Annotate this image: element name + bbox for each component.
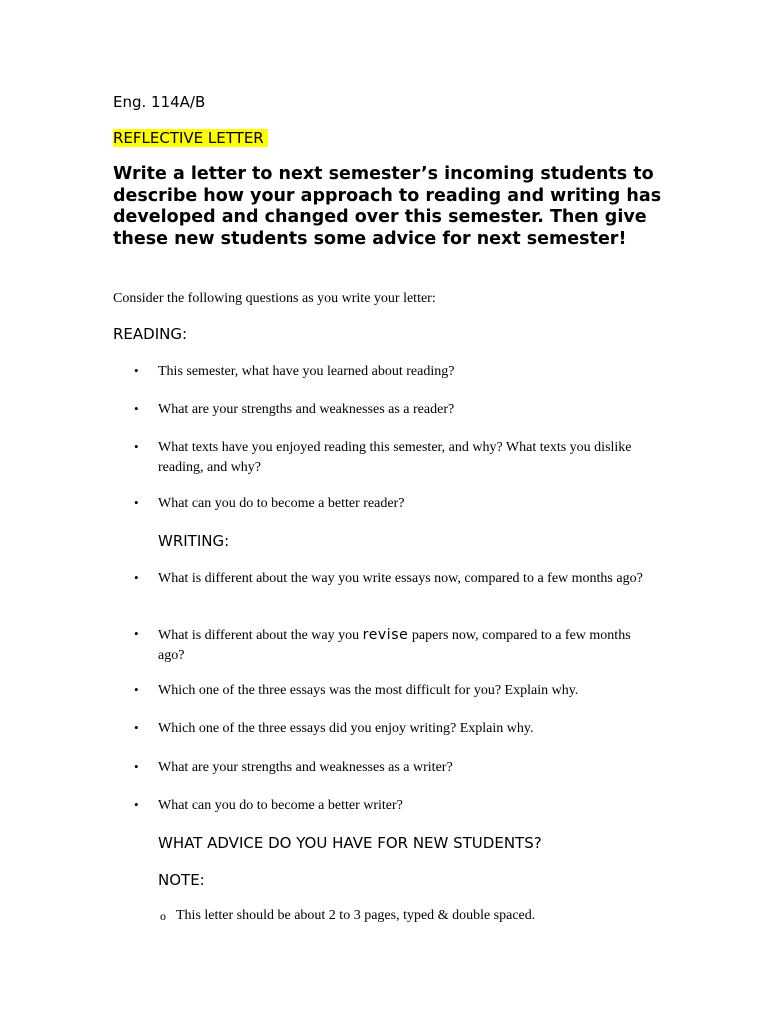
bullet-icon: • xyxy=(134,759,139,774)
reading-question: What can you do to become a better reader? xyxy=(158,496,405,511)
reading-question: This semester, what have you learned about reading? xyxy=(158,364,455,379)
bullet-icon: • xyxy=(134,797,139,812)
bullet-icon: • xyxy=(134,720,139,735)
reading-question: What texts have you enjoyed reading this semester, and why? What texts you dislike reading, and why? xyxy=(158,440,632,475)
writing-question: What is different about the way you write essays now, compared to a few months ago? xyxy=(158,571,643,586)
advice-heading: WHAT ADVICE DO YOU HAVE FOR NEW STUDENTS? xyxy=(158,834,542,852)
bullet-icon: • xyxy=(134,570,139,585)
assignment-prompt: Write a letter to next semester’s incoming students to describe how your approach to reading and writing has developed and changed over this semester. Then give these new students some advice for next semester! xyxy=(113,164,662,249)
bullet-icon: • xyxy=(134,495,139,510)
course-code: Eng. 114A/B xyxy=(113,93,206,111)
revise-emphasis: revise xyxy=(362,627,409,643)
intro-text: Consider the following questions as you write your letter: xyxy=(113,291,436,306)
writing-question: Which one of the three essays was the most difficult for you? Explain why. xyxy=(158,683,579,698)
bullet-icon: • xyxy=(134,401,139,416)
bullet-icon: • xyxy=(134,439,139,454)
writing-question xyxy=(158,625,658,666)
note-text: This letter should be about 2 to 3 pages, typed & double spaced. xyxy=(176,908,536,923)
bullet-icon: • xyxy=(134,626,139,641)
writing-heading: WRITING: xyxy=(158,532,230,550)
writing-question: Which one of the three essays did you enjoy writing? Explain why. xyxy=(158,721,534,736)
writing-question-start: What is different about the way you xyxy=(158,628,360,643)
assignment-title-wrapper xyxy=(113,129,268,147)
circle-bullet-icon: o xyxy=(160,909,166,923)
writing-question: What are your strengths and weaknesses as a writer? xyxy=(158,760,453,775)
reading-question: What are your strengths and weaknesses as a reader? xyxy=(158,402,455,417)
writing-question-end: papers now, compared to a few months ago? xyxy=(158,628,631,663)
bullet-icon: • xyxy=(134,682,139,697)
reading-heading: READING: xyxy=(113,325,188,343)
writing-question: What can you do to become a better writer? xyxy=(158,798,403,813)
bullet-icon: • xyxy=(134,363,139,378)
assignment-title: REFLECTIVE LETTER xyxy=(113,129,268,147)
note-heading: NOTE: xyxy=(158,871,205,889)
